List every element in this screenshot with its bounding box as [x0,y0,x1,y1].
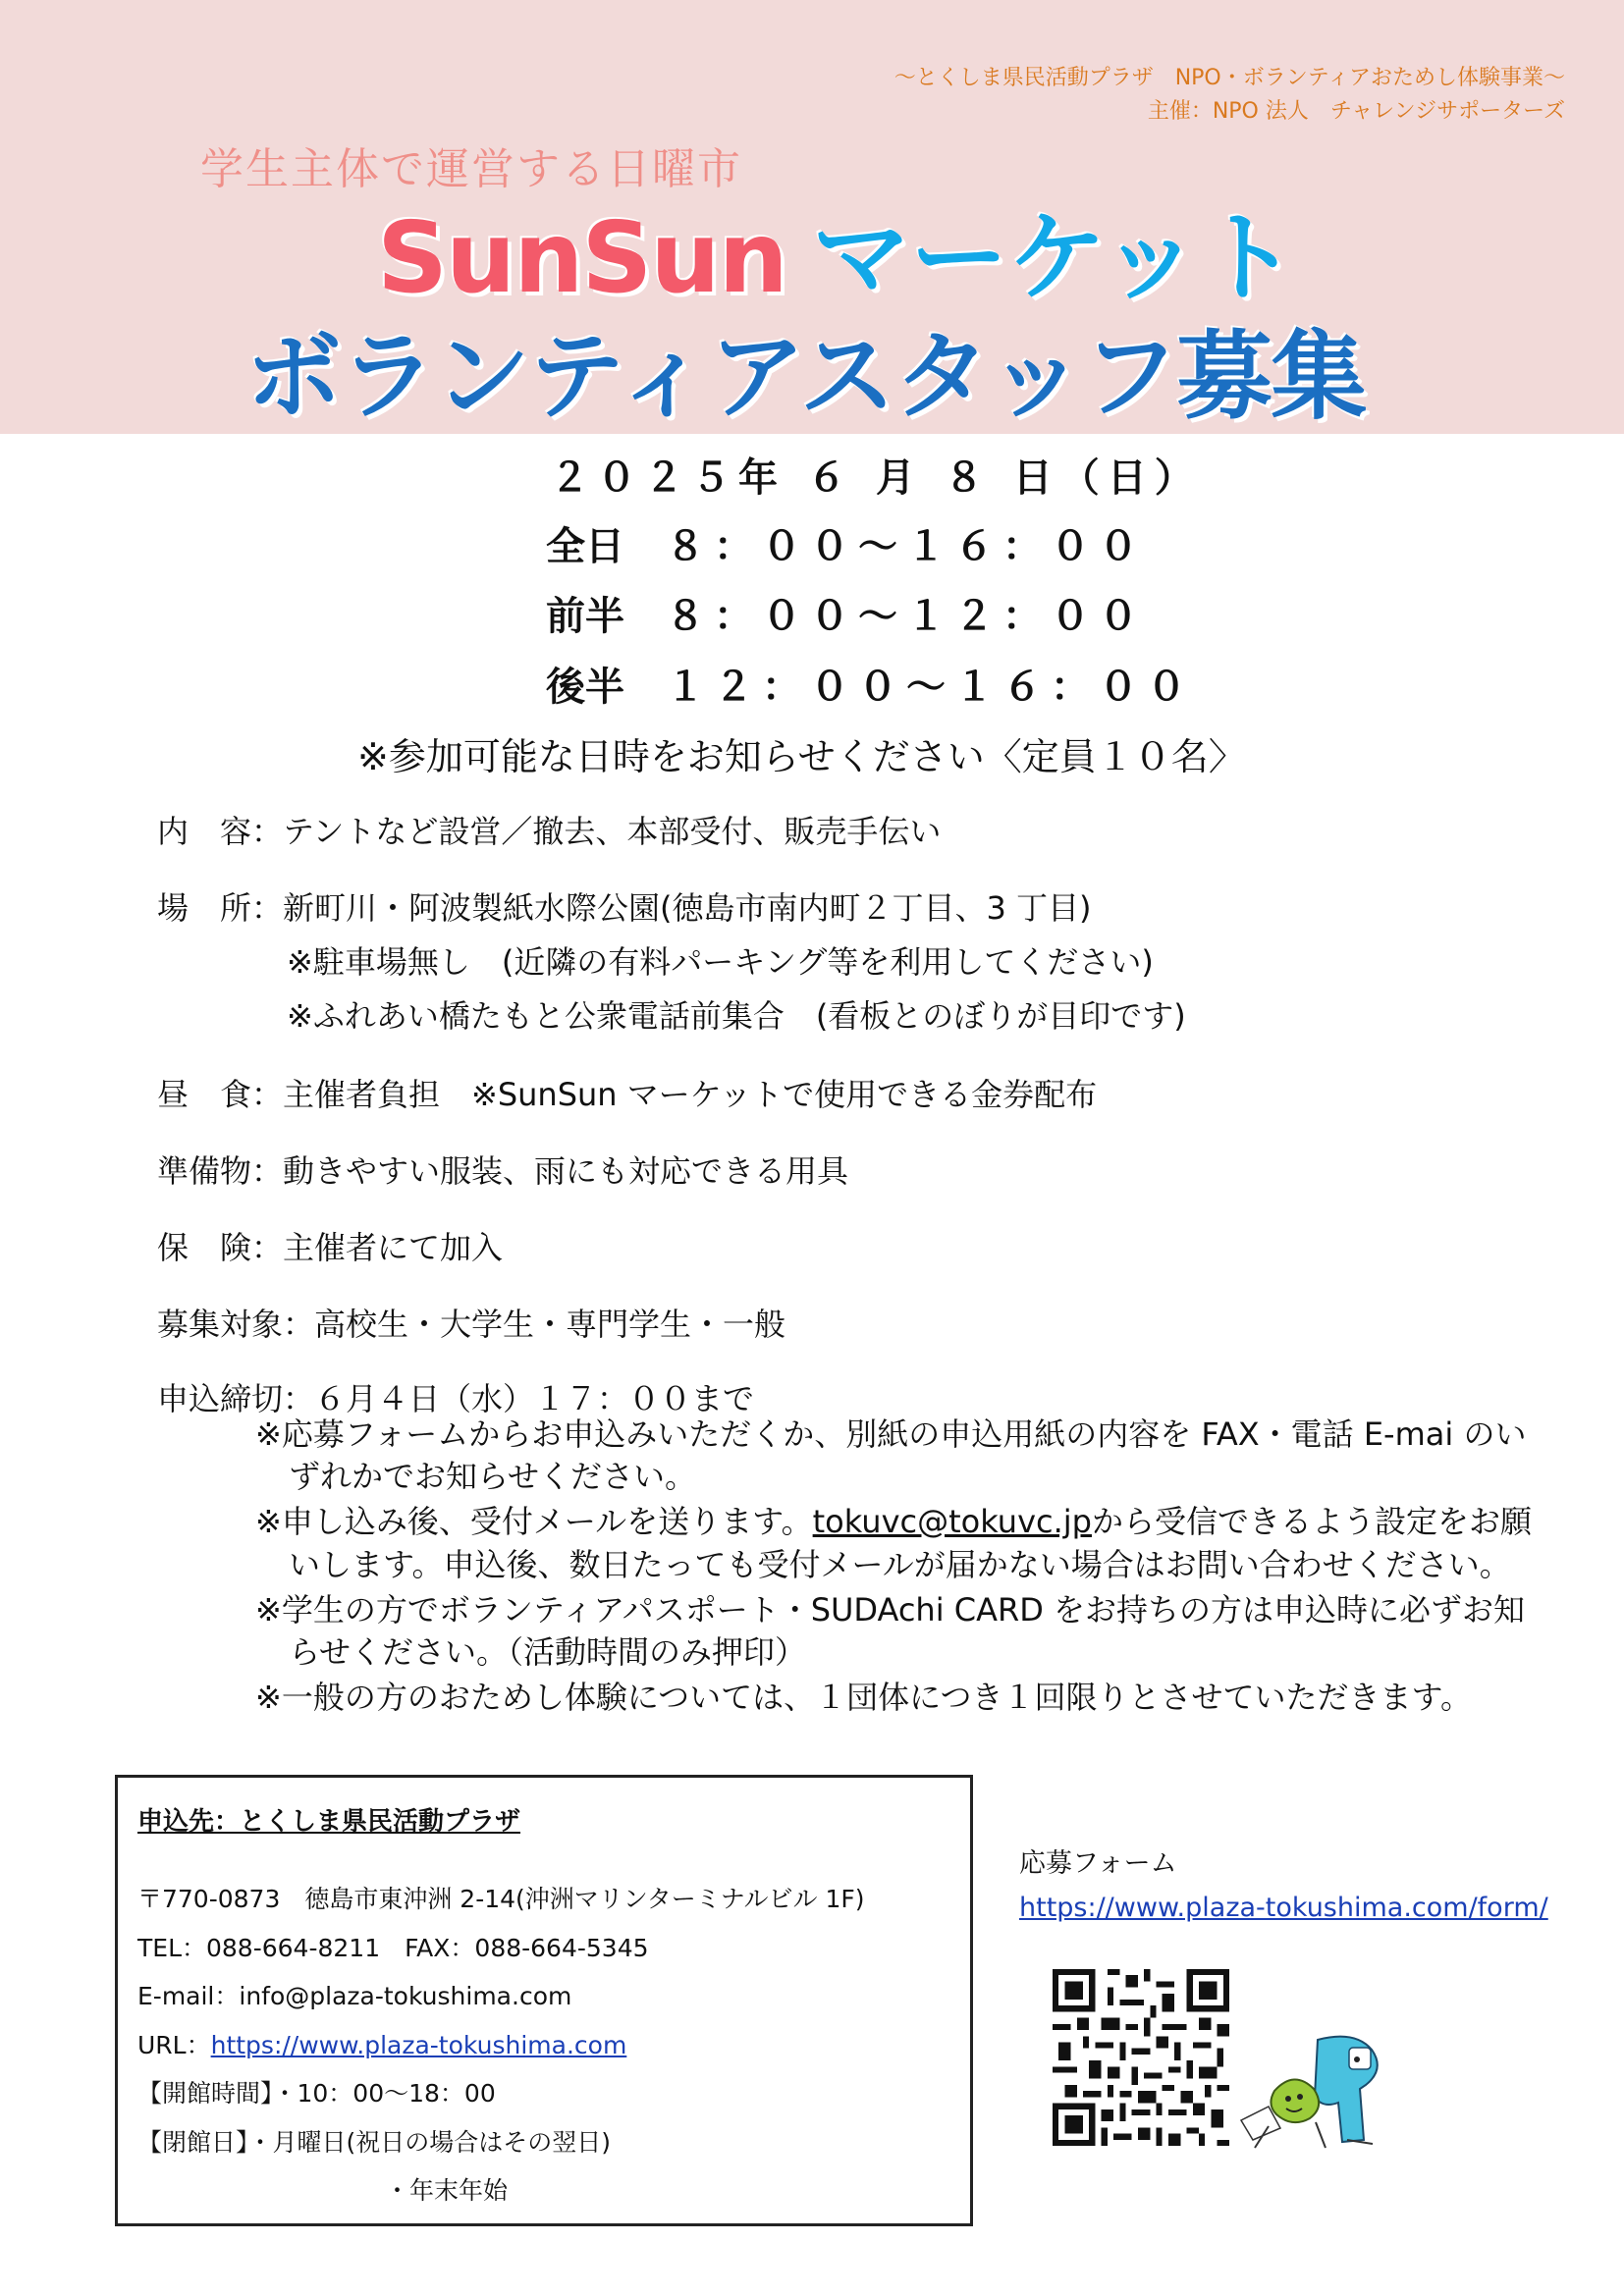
contact-url-link[interactable]: https://www.plaza-tokushima.com [210,2031,627,2059]
detail-content [157,807,941,852]
organizer-line-2: 主催：NPO 法人 チャレンジサポーターズ [1147,99,1565,124]
qr-code-icon[interactable] [1053,1959,1229,2156]
header-banner [0,0,1624,434]
note-application-method: ※応募フォームからお申込みいただくか、別紙の申込用紙の内容を FAX・電話 E-mai のいずれかでお知らせください。 [255,1415,1527,1496]
time-slot-value: ８：００～１６：００ [666,524,1147,569]
detail-target [157,1300,785,1345]
url-label: URL： [137,2031,211,2059]
place-meeting-note: ※ふれあい橋たもと公衆電話前集合 (看板とのぼりが目印です) [287,997,1186,1035]
contact-box [115,1775,973,2226]
mascot-illustration-icon [1239,2028,1416,2156]
note-text: ※申し込み後、受付メールを送ります。 [255,1503,813,1541]
time-slot-label: 前半 [546,594,624,639]
event-date: ２０２５年 ６ 月 ８ 日（日） [550,455,1202,501]
contact-tel-fax: TEL：088-664-8211 FAX：088-664-5345 [137,1934,649,1962]
confirmation-email-link[interactable]: tokuvc@tokuvc.jp [812,1503,1092,1541]
time-slot-value: １２：００～１６：００ [666,665,1195,710]
contact-closed-days: 【閉館日】・月曜日(祝日の場合はその翌日) [137,2128,612,2157]
schedule-note: ※参加可能な日時をお知らせください〈定員１０名〉 [357,735,1246,778]
detail-lunch [157,1070,1097,1115]
time-slot-afternoon [546,656,1195,712]
detail-label: 募集対象： [157,1306,315,1343]
contact-hours: 【開館時間】・10：00～18：00 [137,2079,496,2108]
organizer-line-1: ～とくしま県民活動プラザ NPO・ボランティアおためし体験事業～ [893,66,1565,90]
title-market-word: マーケット [811,200,1298,315]
title-sunsun: SunSun [377,200,786,315]
contact-closed-days-2: ・年末年始 [385,2176,509,2205]
detail-value: テントなど設営／撤去、本部受付、販売手伝い [283,813,942,850]
application-notes [255,1414,1532,1722]
note-trial-limit: ※一般の方のおためし体験については、１団体につき１回限りとさせていただきます。 [255,1679,1472,1717]
time-slot-label: 後半 [546,665,624,710]
detail-value: 動きやすい服装、雨にも対応できる用具 [283,1152,849,1190]
detail-value: 新町川・阿波製紙水際公園(徳島市南内町２丁目、3 丁目) [283,889,1092,927]
detail-label: 保 険： [157,1229,284,1266]
detail-label: 場 所： [157,889,284,927]
detail-label: 内 容： [157,813,284,850]
title-market [377,200,1298,315]
detail-label: 昼 食： [157,1076,284,1113]
note-student-passport: ※学生の方でボランティアパスポート・SUDAchi CARD をお持ちの方は申込時に必ずお知らせください。（活動時間のみ押印） [255,1590,1526,1671]
detail-label: 準備物： [157,1152,284,1190]
form-label: 応募フォーム [1019,1848,1177,1879]
note-text: から受信できるよう設定をお願いします。申込後、数日たっても受付メールが届かない場合はお問い合わせください。 [289,1503,1532,1583]
detail-insurance [157,1223,503,1268]
detail-value: 主催者にて加入 [283,1229,504,1266]
contact-address: 〒770-0873 徳島市東沖洲 2-14(沖洲マリンターミナルビル 1F) [137,1885,865,1913]
form-url-link[interactable]: https://www.plaza-tokushima.com/form/ [1019,1893,1548,1923]
detail-value: 主催者負担 ※SunSun マーケットで使用できる金券配布 [283,1076,1098,1113]
title-recruit: ボランティアスタッフ募集 [245,321,1366,433]
note-confirmation-mail [255,1501,1532,1585]
detail-label: 申込締切： [157,1380,315,1417]
contact-email: E-mail：info@plaza-tokushima.com [137,1982,572,2010]
subtitle: 学生主体で運営する日曜市 [200,144,742,194]
time-slot-value: ８：００～１２：００ [666,594,1147,639]
contact-url-line [137,2026,626,2061]
time-slot-morning [546,585,1147,641]
detail-value: 高校生・大学生・専門学生・一般 [314,1306,786,1343]
detail-place [157,883,1092,929]
detail-items [157,1147,848,1192]
detail-value: ６月４日（水）１７：００まで [314,1380,755,1417]
time-slot-label: 全日 [546,524,624,569]
contact-title: 申込先：とくしま県民活動プラザ [137,1807,521,1837]
time-slot-full [546,515,1147,571]
place-parking-note: ※駐車場無し (近隣の有料パーキング等を利用してください) [287,943,1154,981]
